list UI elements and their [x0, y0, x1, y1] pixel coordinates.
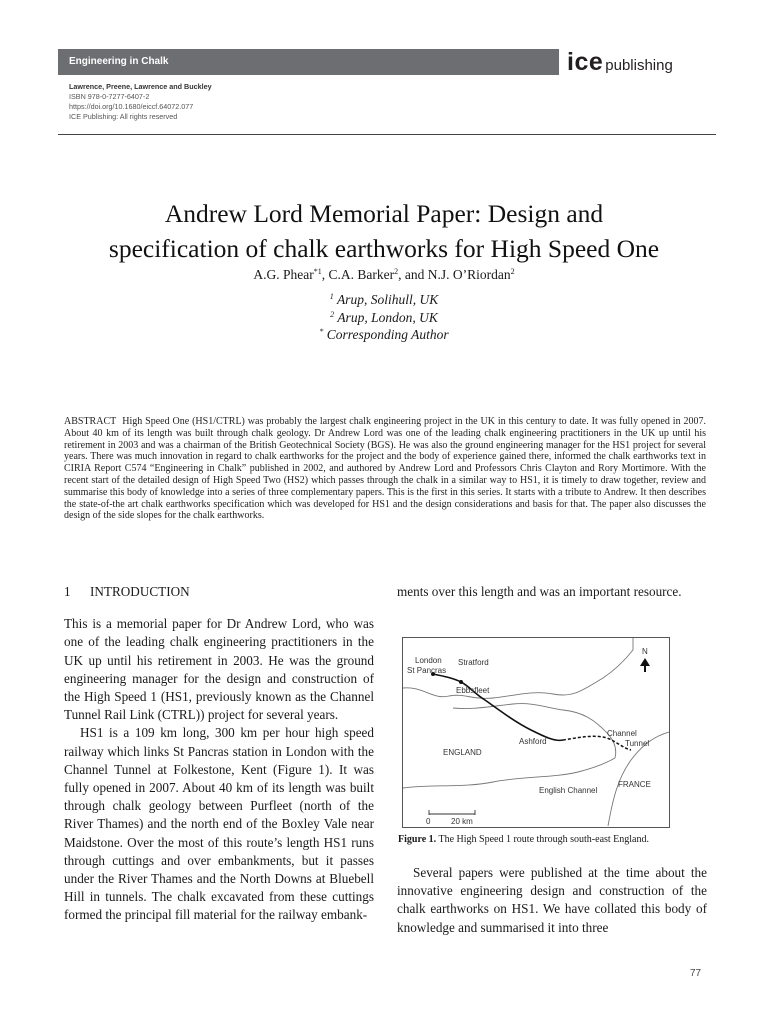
- affil-2-text: Arup, London, UK: [337, 309, 438, 325]
- isbn: ISBN 978-0-7277-6407-2: [69, 92, 150, 101]
- section-title: INTRODUCTION: [90, 584, 190, 599]
- affil-1-mark: 1: [329, 292, 334, 301]
- column-right-top: [397, 583, 707, 601]
- author-2-affil: 2: [394, 267, 399, 276]
- author-line: [40, 266, 728, 284]
- publication-meta: [69, 82, 212, 122]
- affiliations: [40, 291, 728, 344]
- affil-3-text: Corresponding Author: [326, 327, 449, 342]
- channel-tunnel-line: [563, 736, 631, 750]
- section-heading: [64, 583, 374, 601]
- figure-caption-text: The High Speed 1 route through south-east England.: [438, 834, 649, 845]
- scale-label-20: 20 km: [451, 817, 473, 826]
- book-editors: Lawrence, Preene, Lawrence and Buckley: [69, 82, 212, 91]
- author-2: , C.A. Barker: [321, 267, 395, 282]
- affil-1-text: Arup, Solihull, UK: [336, 292, 439, 307]
- section-number: 1: [64, 584, 71, 599]
- series-banner: Engineering in Chalk: [58, 49, 559, 75]
- column-right-bottom: [397, 864, 707, 937]
- abstract-label: ABSTRACT: [64, 416, 117, 427]
- figure-1-map: [402, 637, 670, 828]
- column-left: [64, 583, 374, 925]
- hs1-route-line: [433, 674, 563, 740]
- author-3-affil: 2: [510, 267, 515, 276]
- ice-publishing-logo: [567, 48, 673, 76]
- logo-publishing: publishing: [605, 57, 673, 74]
- label-tunnel: Tunnel: [625, 739, 650, 748]
- affil-3-mark: *: [319, 327, 324, 336]
- scale-label-0: 0: [426, 817, 431, 826]
- north-label: N: [642, 647, 648, 656]
- stratford-marker: [459, 680, 463, 684]
- title-line-1: Andrew Lord Memorial Paper: Design and: [164, 199, 604, 228]
- label-channel: Channel: [607, 729, 637, 738]
- label-english-channel: English Channel: [539, 786, 598, 795]
- abstract: [64, 416, 706, 522]
- label-stratford: Stratford: [458, 658, 489, 667]
- label-ebbsfleet: Ebbsfleet: [456, 686, 490, 695]
- abstract-text: High Speed One (HS1/CTRL) was probably the largest chalk engineering project in the UK in this century to date. It was fully opened in 2007. About 40 km of its length was built through chalk geology. Dr Andrew Lord was one of the leading chalk engineering practitioners in the UK up until his retirement in 2003 and was a chairman of the British Geotechnical Society (BGS). He was also the ground engineering manager for the HS1 project for several years. There was much innovation in regard to chalk earthworks for the project and the body of experience gained there, informed the chalk earthworks text in CIRIA Report C574 “Engineering in Chalk” published in 2002, and authored by Andrew Lord and Professors Chris Clayton and Rory Mortimore. With the recent start of the detailed design of High Speed Two (HS2) which passes through the chalk in a similar way to HS1, it is timely to draw together, review and summarise this body of knowledge into a series of three complementary papers. This is the first in this series. It starts with a tribute to Andrew. It then describes the state-of-the art chalk earthworks specification which was developed for HS1 and the design considerations and basis for that. The paper also discusses the design of the side slopes for the chalk earthworks.: [64, 416, 706, 522]
- author-1: A.G. Phear: [253, 267, 314, 282]
- rights-notice: ICE Publishing: All rights reserved: [69, 112, 178, 121]
- intro-paragraph-2: HS1 is a 109 km long, 300 km per hour high speed railway which links St Pancras station in London with the Channel Tunnel at Folkestone, Kent (Figure 1). It was fully opened in 2007. About 40 km of its length was built through chalk geology between Purfleet (north of the River Thames) and the north end of the Boxley Vale near Maidstone. Over the most of this route’s length HS1 runs through cuttings and over embankments, but it passes under the River Thames and the North Downs at Bluebell Hill in tunnels. The chalk excavated from these cuttings formed the principal fill material for the railway embank-: [64, 725, 374, 923]
- label-england: ENGLAND: [443, 748, 482, 757]
- paragraph-continuation: ments over this length and was an important resource.: [397, 584, 682, 599]
- label-france: FRANCE: [618, 780, 651, 789]
- author-1-affil: *1: [313, 267, 322, 276]
- affiliation-2: [40, 309, 728, 327]
- label-st-pancras: St Pancras: [407, 666, 447, 675]
- intro-paragraph-1: This is a memorial paper for Dr Andrew Lord, who was one of the leading chalk engineering practitioners in the UK up until his retirement in 2003. He was the ground engineering manager for the design and construction of the High Speed 1 (HS1, previously known as the Channel Tunnel Rail Link (CTRL)) project for several years.: [64, 616, 374, 723]
- paper-title: [40, 196, 728, 266]
- title-line-2: specification of chalk earthworks for High Speed One: [108, 234, 660, 263]
- south-coast: [403, 758, 615, 788]
- page-number: 77: [690, 968, 702, 979]
- header-rule: [58, 134, 716, 135]
- figure-1-caption: [398, 833, 718, 846]
- affiliation-1: [40, 291, 728, 309]
- route-map-svg: [403, 638, 669, 827]
- figure-caption-label: Figure 1.: [398, 834, 437, 845]
- label-london: London: [415, 656, 442, 665]
- intro-paragraph-3: Several papers were published at the time about the innovative engineering design and construction of the chalk earthworks on HS1. We have collated this body of knowledge and summarised it into three: [397, 865, 707, 935]
- affil-2-mark: 2: [330, 309, 335, 319]
- logo-ice: ice: [567, 48, 604, 76]
- north-arrow-icon: [640, 658, 650, 672]
- author-3: , and N.J. O’Riordan: [398, 267, 511, 282]
- doi-link[interactable]: https://doi.org/10.1680/eiccf.64072.077: [69, 102, 194, 111]
- label-ashford: Ashford: [519, 737, 547, 746]
- affiliation-3: [40, 326, 728, 344]
